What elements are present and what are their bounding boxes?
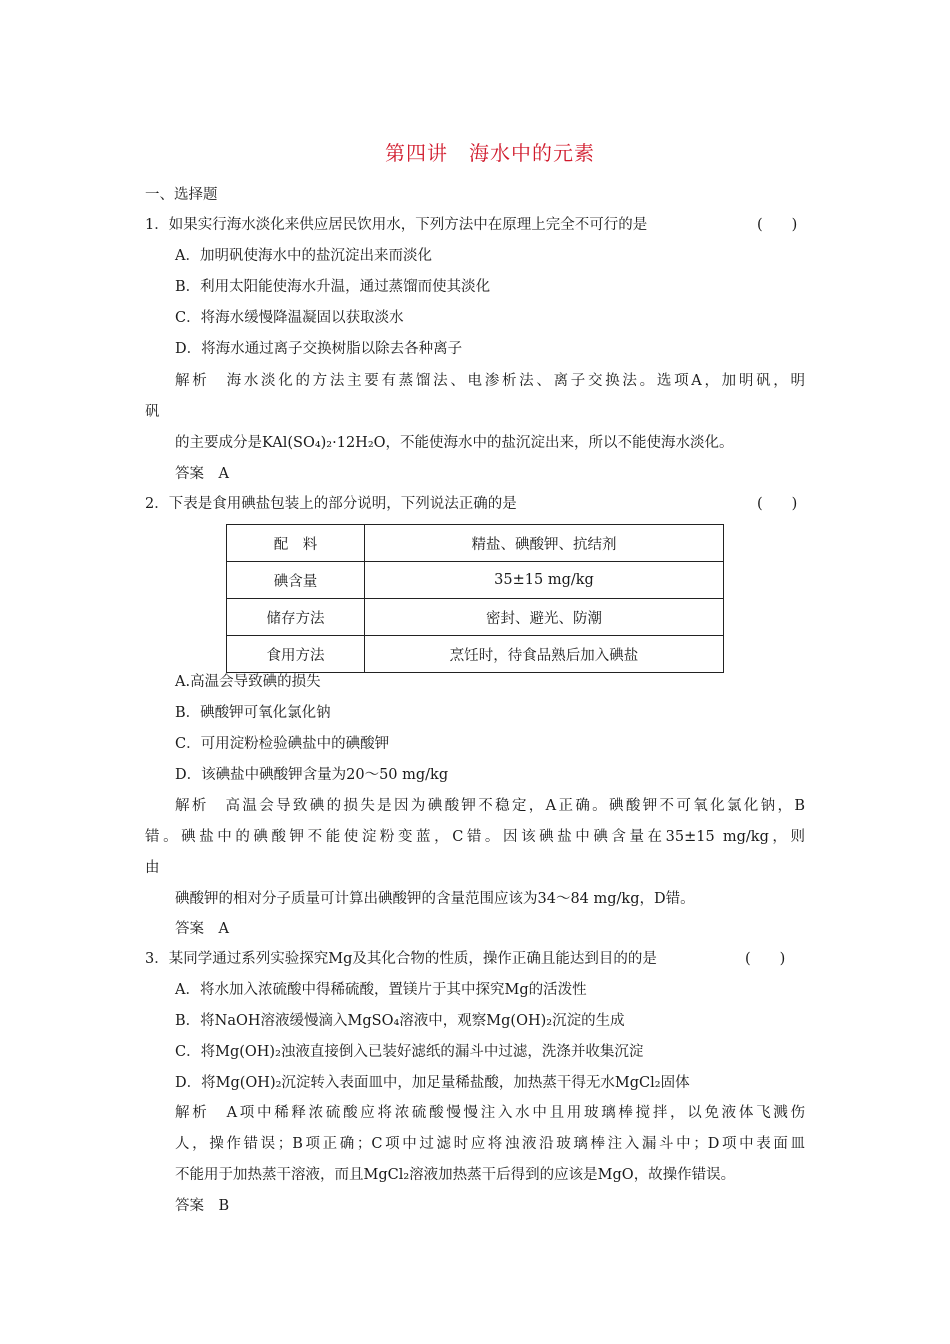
table-cell-value: 密封、避光、防潮 — [365, 599, 724, 636]
q1-analysis-line-2: 矾 — [145, 404, 160, 420]
q2-answer: 答案 A — [175, 921, 229, 937]
q1-answer: 答案 A — [175, 466, 229, 482]
q3-stem: 3．某同学通过系列实验探究Mg及其化合物的性质，操作正确且能达到目的的是 — [145, 951, 657, 967]
q2-analysis-line-3: 由 — [145, 860, 160, 876]
q3-option-c: C．将Mg(OH)₂浊液直接倒入已装好滤纸的漏斗中过滤，洗涤并收集沉淀 — [175, 1044, 644, 1060]
q2-option-d: D．该碘盐中碘酸钾含量为20～50 mg/kg — [175, 767, 449, 783]
q2-answer-bracket: ( ) — [757, 496, 798, 512]
table-row — [227, 599, 724, 636]
table-cell-label: 储存方法 — [227, 599, 365, 636]
table-cell-value: 35±15 mg/kg — [365, 562, 724, 599]
iodized-salt-table — [226, 524, 724, 673]
q3-answer: 答案 B — [175, 1198, 230, 1214]
q1-option-a: A．加明矾使海水中的盐沉淀出来而淡化 — [175, 248, 432, 264]
q2-option-c: C．可用淀粉检验碘盐中的碘酸钾 — [175, 736, 390, 752]
q2-stem: 2．下表是食用碘盐包装上的部分说明，下列说法正确的是 — [145, 496, 517, 512]
page-title: 第四讲 海水中的元素 — [385, 141, 595, 165]
q1-answer-bracket: ( ) — [757, 217, 798, 233]
q1-option-d: D．将海水通过离子交换树脂以除去各种离子 — [175, 341, 463, 357]
table-cell-value: 精盐、碘酸钾、抗结剂 — [365, 525, 724, 562]
table-cell-label: 配 料 — [227, 525, 365, 562]
q1-option-c: C．将海水缓慢降温凝固以获取淡水 — [175, 310, 404, 326]
table-row — [227, 636, 724, 673]
table-cell-label: 碘含量 — [227, 562, 365, 599]
q1-stem: 1．如果实行海水淡化来供应居民饮用水，下列方法中在原理上完全不可行的是 — [145, 217, 648, 233]
q3-option-a: A．将水加入浓硫酸中得稀硫酸，置镁片于其中探究Mg的活泼性 — [175, 982, 587, 998]
q2-analysis-line-2: 错。碘盐中的碘酸钾不能使淀粉变蓝，C错。因该碘盐中碘含量在35±15 mg/kg，则 — [145, 829, 805, 845]
table-cell-label: 食用方法 — [227, 636, 365, 673]
table-cell-value: 烹饪时，待食品熟后加入碘盐 — [365, 636, 724, 673]
q1-analysis-line-3: 的主要成分是KAl(SO₄)₂·12H₂O，不能使海水中的盐沉淀出来，所以不能使海水淡化。 — [175, 435, 734, 451]
q3-analysis-line-1: 解析 A项中稀释浓硫酸应将浓硫酸慢慢注入水中且用玻璃棒搅拌，以免液体飞溅伤 — [175, 1105, 805, 1121]
table-row — [227, 562, 724, 599]
section-heading: 一、选择题 — [145, 187, 218, 203]
q3-analysis-line-3: 不能用于加热蒸干溶液，而且MgCl₂溶液加热蒸干后得到的应该是MgO，故操作错误。 — [175, 1167, 736, 1183]
q3-option-d: D．将Mg(OH)₂沉淀转入表面皿中，加足量稀盐酸，加热蒸干得无水MgCl₂固体 — [175, 1075, 690, 1091]
q3-analysis-line-2: 人，操作错误；B项正确；C项中过滤时应将浊液沿玻璃棒注入漏斗中；D项中表面皿 — [175, 1136, 805, 1152]
q3-option-b: B．将NaOH溶液缓慢滴入MgSO₄溶液中，观察Mg(OH)₂沉淀的生成 — [175, 1013, 625, 1029]
q2-analysis-line-1: 解析 高温会导致碘的损失是因为碘酸钾不稳定，A正确。碘酸钾不可氧化氯化钠，B — [175, 798, 805, 814]
q2-option-b: B．碘酸钾可氧化氯化钠 — [175, 705, 331, 721]
q2-option-a: A.高温会导致碘的损失 — [175, 674, 321, 690]
q1-option-b: B．利用太阳能使海水升温，通过蒸馏而使其淡化 — [175, 279, 491, 295]
q3-answer-bracket: ( ) — [745, 951, 786, 967]
q1-analysis-line-1: 解析 海水淡化的方法主要有蒸馏法、电渗析法、离子交换法。选项A，加明矾，明 — [175, 373, 805, 389]
table-row — [227, 525, 724, 562]
q2-analysis-line-4: 碘酸钾的相对分子质量可计算出碘酸钾的含量范围应该为34～84 mg/kg，D错。 — [175, 891, 695, 907]
